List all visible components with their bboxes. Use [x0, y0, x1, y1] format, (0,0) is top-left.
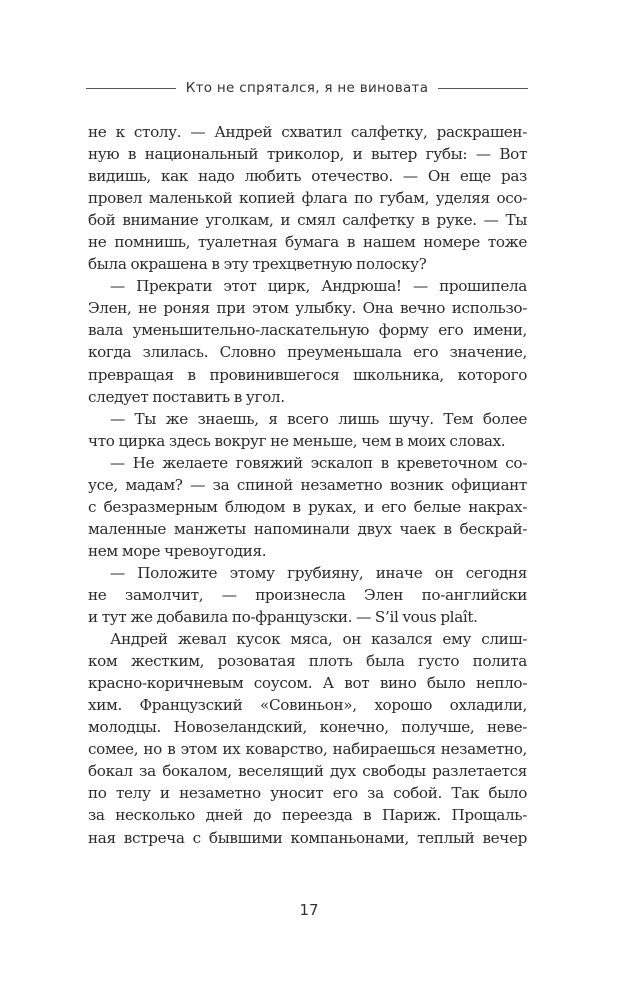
text-line: — Положите этому грубияну, иначе он сегодня — [110, 563, 527, 582]
running-head-left-rule — [86, 88, 176, 89]
text-line: — Не желаете говяжий эскалоп в креветочном со- — [110, 453, 527, 472]
text-line: видишь, как надо любить отечество. — Он еще раз — [88, 167, 527, 186]
text-line: не помнишь, туалетная бумага в нашем номере тоже — [88, 233, 527, 252]
text-line: ную в национальный триколор, и вытер губы: — Вот — [88, 145, 527, 164]
running-head-right-rule — [438, 88, 528, 89]
text-line: — Прекрати этот цирк, Андрюша! — прошипела — [110, 277, 527, 296]
text-line: хим. Французский «Совиньон», хорошо охладили, — [88, 696, 527, 715]
text-line: бокал за бокалом, веселящий дух свободы разлетается — [88, 762, 527, 781]
text-line: когда злилась. Словно преуменьшала его значение, — [88, 343, 527, 362]
text-line: усе, мадам? — за спиной незаметно возник официант — [88, 475, 527, 494]
text-line: нем море чревоугодия. — [88, 541, 267, 560]
text-line: молодцы. Новозеландский, конечно, получше, неве- — [88, 718, 527, 737]
text-line: была окрашена в эту трехцветную полоску? — [88, 255, 427, 274]
text-line: следует поставить в угол. — [88, 387, 285, 406]
text-line: Андрей жевал кусок мяса, он казался ему слиш- — [110, 630, 527, 649]
text-line: бой внимание уголкам, и смял салфетку в руке. — Ты — [88, 211, 527, 230]
text-line: за несколько дней до переезда в Париж. Прощаль- — [88, 806, 527, 825]
text-line: сомее, но в этом их коварство, набираешься незаметно, — [88, 740, 527, 759]
text-line: не замолчит, — произнесла Элен по-английски — [88, 585, 527, 604]
running-head-title: Кто не спрятался, я не виновата — [185, 80, 429, 96]
text-line: провел маленькой копией флага по губам, уделяя осо- — [88, 189, 527, 208]
text-line: Элен, не роняя при этом улыбку. Она вечно использо- — [88, 299, 527, 318]
text-line: превращая в провинившегося школьника, которого — [88, 365, 527, 384]
text-line: вала уменьшительно-ласкательную форму его имени, — [88, 321, 527, 340]
text-line: ная встреча с бывшими компаньонами, теплый вечер — [88, 828, 527, 847]
text-line: не к столу. — Андрей схватил салфетку, раскрашен- — [88, 123, 527, 141]
body-text — [88, 121, 527, 849]
text-line: с безразмерным блюдом в руках, и его белые накрах- — [88, 497, 527, 516]
text-line: что цирка здесь вокруг не меньше, чем в моих словах. — [88, 431, 506, 450]
page-number: 17 — [299, 901, 319, 919]
text-line: маленные манжеты напоминали двух чаек в бескрай- — [88, 519, 527, 538]
text-line: и тут же добавила по-французски. — S’il vous plaît. — [88, 608, 478, 627]
text-line: ком жестким, розоватая плоть была густо полита — [88, 652, 527, 671]
text-line: по телу и незаметно уносит его за собой. Так было — [88, 784, 527, 803]
text-line: красно-коричневым соусом. А вот вино было непло- — [88, 674, 527, 693]
text-line: — Ты же знаешь, я всего лишь шучу. Тем более — [110, 409, 527, 428]
running-head — [86, 77, 528, 99]
